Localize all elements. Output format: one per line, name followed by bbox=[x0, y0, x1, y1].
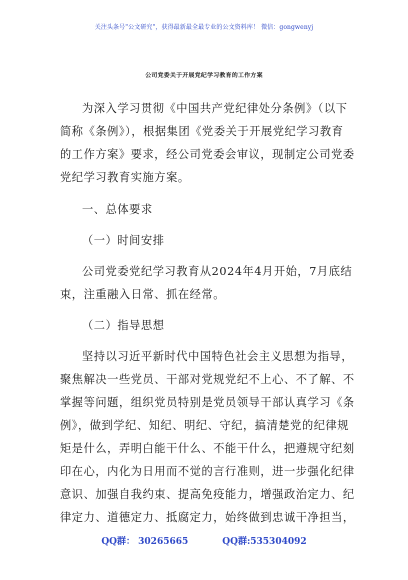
body-line: 聚焦解决一些党员、干部对党规党纪不上心、不了解、不 bbox=[60, 373, 355, 386]
body-line: 意识、加强自我约束、提高免疫能力，增强政治定力、纪 bbox=[60, 488, 355, 501]
body-line: 束，注重融入日常、抓在经常。 bbox=[60, 288, 226, 301]
intro-line: 为深入学习贯彻《中国共产党纪律处分条例》（以下 bbox=[82, 102, 348, 115]
body-line: 矩是什么，弄明白能干什么、不能干什么，把遵规守纪刻 bbox=[60, 442, 355, 455]
footer-qq-group-2: QQ群:535304092 bbox=[222, 537, 307, 547]
body-line: 坚持以习近平新时代中国特色社会主义思想为指导， bbox=[82, 350, 354, 363]
subsection-heading: （二）指导思想 bbox=[82, 319, 165, 332]
body-line: 印在心，内化为日用而不觉的言行准则，进一步强化纪律 bbox=[60, 465, 355, 478]
intro-line: 的工作方案》要求，经公司党委会审议，现制定公司党委 bbox=[60, 148, 355, 161]
intro-line: 党纪学习教育实施方案。 bbox=[60, 171, 190, 184]
document-title: 公司党委关于开展党纪学习教育的工作方案 bbox=[145, 72, 263, 79]
section-heading: 一、总体要求 bbox=[82, 203, 153, 216]
body-line: 公司党委党纪学习教育从2024年4月开始，7月底结 bbox=[82, 265, 353, 278]
body-line: 掌握等问题，组织党员特别是党员领导干部认真学习《条 bbox=[60, 396, 355, 409]
page-footer bbox=[0, 534, 408, 547]
body-line: 律定力、道德定力、抵腐定力，始终做到忠诚干净担当， bbox=[60, 511, 355, 524]
body-line: 例》，做到学纪、知纪、明纪、守纪，搞清楚党的纪律规 bbox=[60, 419, 350, 432]
subsection-heading: （一）时间安排 bbox=[82, 234, 165, 247]
header-banner: 关注头条号"公文研究"，获得最新最全最专业的公文资料库！ 微信：gongwenyj bbox=[94, 24, 314, 31]
intro-line: 简称《条例》），根据集团《党委关于开展党纪学习教育 bbox=[60, 125, 344, 138]
footer-qq-group: QQ群： 30265665 bbox=[101, 537, 189, 547]
